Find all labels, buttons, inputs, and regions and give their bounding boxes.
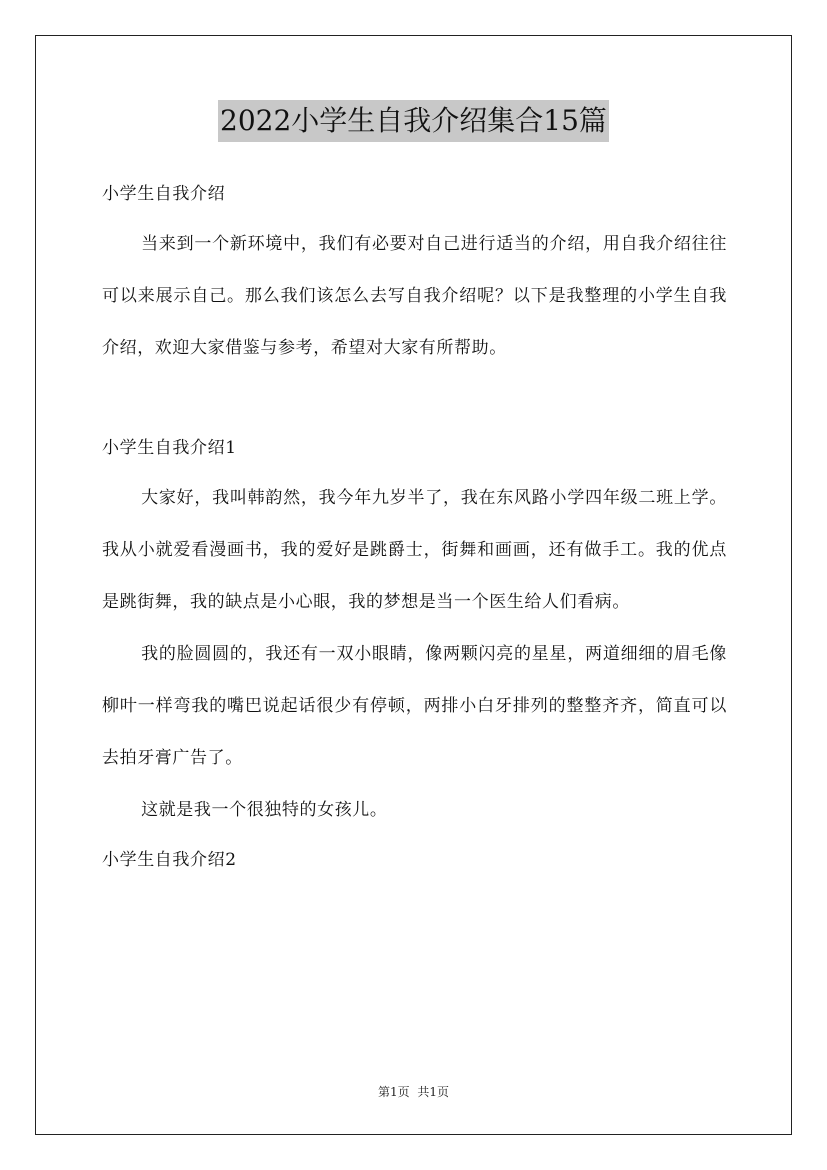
section-heading-intro: 小学生自我介绍 xyxy=(102,184,226,204)
paragraph-1-2: 我的脸圆圆的，我还有一双小眼睛，像两颗闪亮的星星，两道细细的眉毛像柳叶一样弯我的嘴巴说起话很少有停顿，两排小白牙排列的整整齐齐，简直可以去拍牙膏广告了。 xyxy=(102,644,727,768)
paragraph-1-1: 大家好，我叫韩韵然，我今年九岁半了，我在东风路小学四年级二班上学。我从小就爱看漫画书，我的爱好是跳爵士，街舞和画画，还有做手工。我的优点是跳街舞，我的缺点是小心眼，我的梦想是当一个医生给人们看病。 xyxy=(102,488,727,612)
section-heading-1: 小学生自我介绍1 xyxy=(102,438,237,458)
section-heading-2: 小学生自我介绍2 xyxy=(102,850,237,870)
document-body xyxy=(102,170,727,884)
document-title: 2022小学生自我介绍集合15篇 xyxy=(218,100,609,142)
title-container xyxy=(0,100,827,142)
page-footer xyxy=(0,1083,827,1100)
spacer xyxy=(102,374,727,424)
paragraph-intro: 当来到一个新环境中，我们有必要对自己进行适当的介绍，用自我介绍往往可以来展示自己。那么我们该怎么去写自我介绍呢？以下是我整理的小学生自我介绍，欢迎大家借鉴与参考，希望对大家有所帮助。 xyxy=(102,234,727,358)
page-number-total: 共1页 xyxy=(417,1085,450,1099)
paragraph-1-3: 这就是我一个很独特的女孩儿。 xyxy=(141,800,388,820)
page-number-current: 第1页 xyxy=(377,1085,410,1099)
